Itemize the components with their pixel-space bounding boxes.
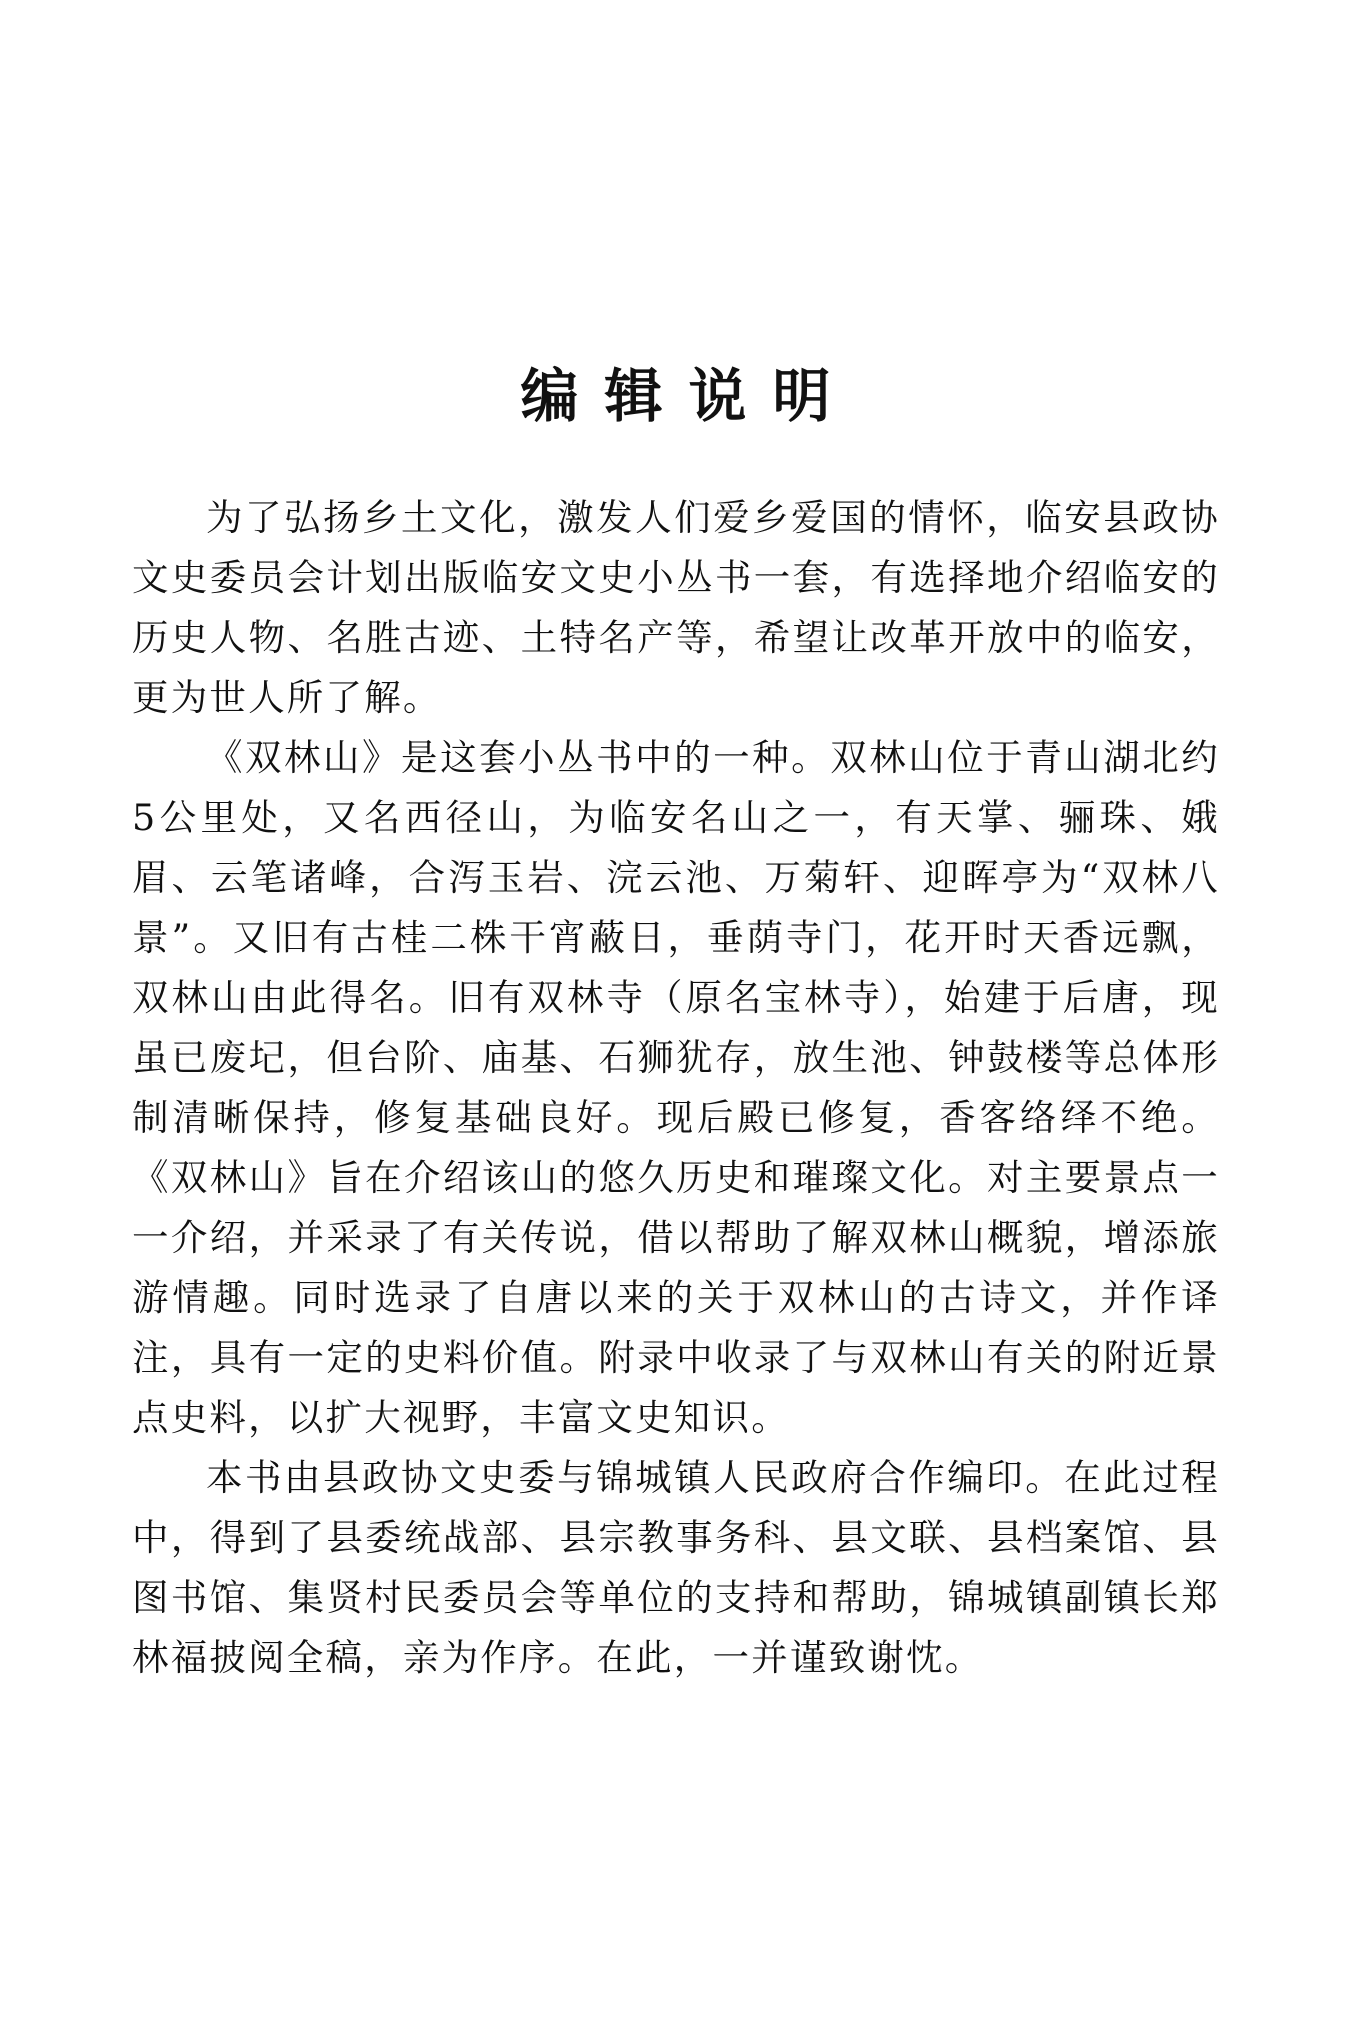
paragraph-shuanglinshan: 《双林山》是这套小丛书中的一种。双林山位于青山湖北约5公里处，又名西径山，为临安名山之一，有天掌、骊珠、娥眉、云笔诸峰，合泻玉岩、浣云池、万菊轩、迎晖亭为“双林八景”。又旧有古桂二株干宵蔽日，垂荫寺门，花开时天香远飘，双林山由此得名。旧有双林寺（原名宝林寺），始建于后唐，现虽已废圮，但台阶、庙基、石狮犹存，放生池、钟鼓楼等总体形制清晰保持，修复基础良好。现后殿已修复，香客络绎不绝。《双林山》旨在介绍该山的悠久历史和璀璨文化。对主要景点一一介绍，并采录了有关传说，借以帮助了解双林山概貌，增添旅游情趣。同时选录了自唐以来的关于双林山的古诗文，并作译注，具有一定的史料价值。附录中收录了与双林山有关的附近景点史料，以扩大视野，丰富文史知识。 [132, 736, 1220, 1439]
page-title: 编辑说明 [520, 361, 857, 430]
paragraph-acknowledgements: 本书由县政协文史委与锦城镇人民政府合作编印。在此过程中，得到了县委统战部、县宗教事务科、县文联、县档案馆、县图书馆、集贤村民委员会等单位的支持和帮助，锦城镇副镇长郑林福披阅全稿，亲为作序。在此，一并谨致谢忱。 [132, 1456, 1220, 1679]
body-text [132, 488, 1220, 1688]
paragraph-intro: 为了弘扬乡土文化，激发人们爱乡爱国的情怀，临安县政协文史委员会计划出版临安文史小丛书一套，有选择地介绍临安的历史人物、名胜古迹、土特名产等，希望让改革开放中的临安，更为世人所了解。 [132, 496, 1220, 719]
